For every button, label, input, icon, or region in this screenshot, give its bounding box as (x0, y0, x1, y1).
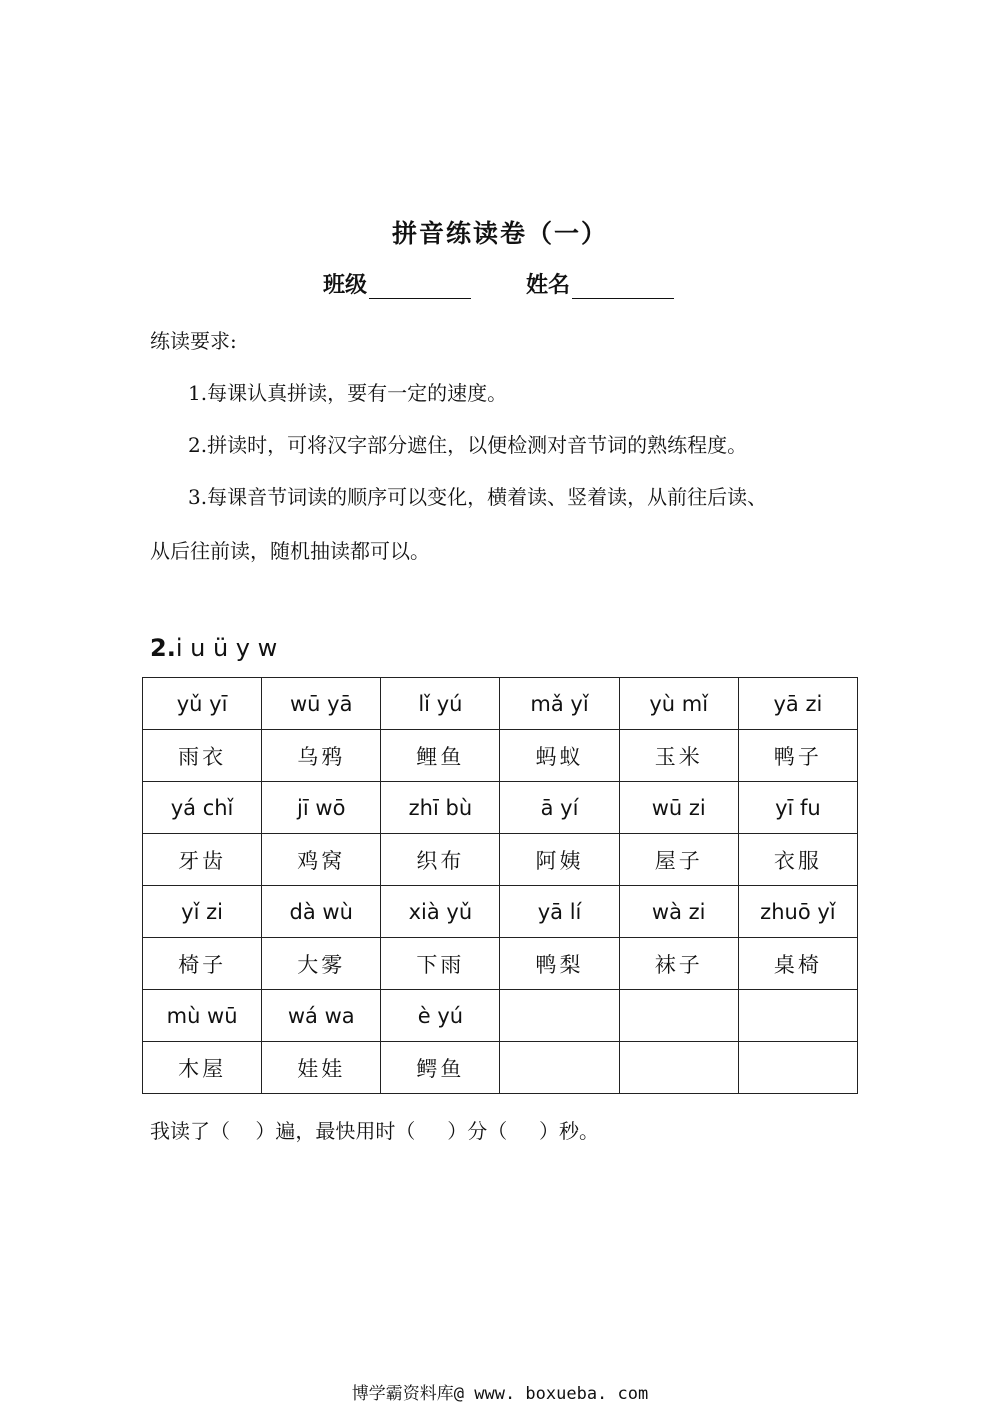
hanzi-cell: 玉米 (619, 730, 738, 782)
pinyin-cell: zhī bù (381, 782, 500, 834)
pinyin-row (143, 782, 858, 834)
pinyin-cell: ā yí (500, 782, 619, 834)
hanzi-cell: 阿姨 (500, 834, 619, 886)
pinyin-cell: mù wū (143, 990, 262, 1042)
name-blank-line[interactable] (572, 272, 674, 299)
pinyin-practice-table (142, 677, 858, 1094)
hanzi-cell: 乌鸦 (262, 730, 381, 782)
hanzi-cell: 鳄鱼 (381, 1042, 500, 1094)
pinyin-cell (738, 990, 857, 1042)
pinyin-row (143, 678, 858, 730)
hanzi-cell: 鸭子 (738, 730, 857, 782)
pinyin-cell (500, 990, 619, 1042)
pinyin-cell: wá wa (262, 990, 381, 1042)
hanzi-cell: 袜子 (619, 938, 738, 990)
hanzi-cell: 椅子 (143, 938, 262, 990)
hanzi-cell: 桌椅 (738, 938, 857, 990)
pinyin-row (143, 886, 858, 938)
pinyin-cell: yǔ yī (143, 678, 262, 730)
reading-record-line: 我读了（ ）遍，最快用时（ ）分（ ）秒。 (150, 1119, 600, 1143)
pinyin-cell: yá chǐ (143, 782, 262, 834)
pinyin-cell: yǐ zi (143, 886, 262, 938)
pinyin-row (143, 990, 858, 1042)
pinyin-cell: jī wō (262, 782, 381, 834)
hanzi-cell: 织布 (381, 834, 500, 886)
hanzi-cell: 雨衣 (143, 730, 262, 782)
pinyin-cell (619, 990, 738, 1042)
hanzi-cell: 娃娃 (262, 1042, 381, 1094)
hanzi-cell: 蚂蚁 (500, 730, 619, 782)
hanzi-row (143, 730, 858, 782)
hanzi-cell: 牙齿 (143, 834, 262, 886)
requirements-heading: 练读要求: (150, 329, 237, 353)
pinyin-cell: dà wù (262, 886, 381, 938)
section-number: 2. (150, 634, 176, 662)
requirement-item-3: 3.每课音节词读的顺序可以变化，横着读、竖着读，从前往后读、 (188, 485, 768, 509)
name-label: 姓名 (526, 272, 571, 298)
student-info-row (0, 268, 1000, 302)
name-field[interactable] (526, 268, 674, 299)
pinyin-cell: zhuō yǐ (738, 886, 857, 938)
hanzi-cell: 鲤鱼 (381, 730, 500, 782)
pinyin-cell: mǎ yǐ (500, 678, 619, 730)
pinyin-cell: xià yǔ (381, 886, 500, 938)
hanzi-cell: 大雾 (262, 938, 381, 990)
pinyin-cell: yā lí (500, 886, 619, 938)
hanzi-cell: 屋子 (619, 834, 738, 886)
watermark: 博学霸资料库@ www. boxueba. com (351, 1384, 649, 1404)
page-title: 拼音练读卷（一） (391, 219, 608, 248)
hanzi-row (143, 938, 858, 990)
hanzi-cell: 鸭梨 (500, 938, 619, 990)
hanzi-cell: 下雨 (381, 938, 500, 990)
hanzi-cell: 鸡窝 (262, 834, 381, 886)
hanzi-row (143, 834, 858, 886)
hanzi-cell: 衣服 (738, 834, 857, 886)
section-letters: i u ü y w (175, 634, 278, 662)
pinyin-cell: yù mǐ (619, 678, 738, 730)
pinyin-cell: è yú (381, 990, 500, 1042)
pinyin-cell: yā zi (738, 678, 857, 730)
hanzi-cell (738, 1042, 857, 1094)
class-label: 班级 (323, 272, 368, 298)
pinyin-cell: lǐ yú (381, 678, 500, 730)
section-title (150, 634, 277, 662)
hanzi-cell (619, 1042, 738, 1094)
requirement-item-2: 2.拼读时，可将汉字部分遮住，以便检测对音节词的熟练程度。 (188, 433, 748, 457)
pinyin-cell: wū yā (262, 678, 381, 730)
hanzi-cell: 木屋 (143, 1042, 262, 1094)
hanzi-row (143, 1042, 858, 1094)
hanzi-cell (500, 1042, 619, 1094)
class-blank-line[interactable] (369, 272, 471, 299)
pinyin-cell: wū zi (619, 782, 738, 834)
requirement-item-3-continued: 从后往前读，随机抽读都可以。 (150, 539, 430, 563)
class-field[interactable] (323, 268, 471, 299)
requirement-item-1: 1.每课认真拼读，要有一定的速度。 (188, 381, 508, 405)
pinyin-cell: wà zi (619, 886, 738, 938)
pinyin-cell: yī fu (738, 782, 857, 834)
